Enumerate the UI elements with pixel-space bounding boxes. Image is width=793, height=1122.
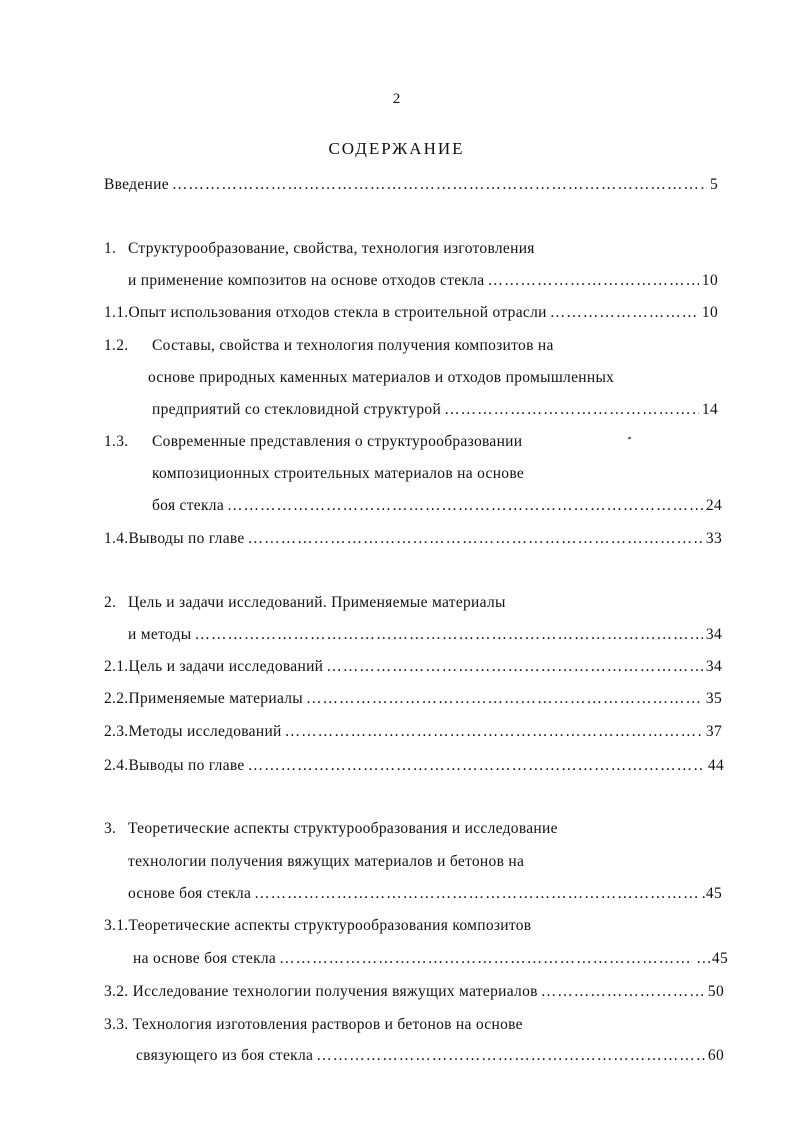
toc-section-1-3-line2	[152, 464, 722, 484]
toc-entry-page: 44	[707, 757, 724, 774]
toc-chapter-title: Цель и задачи исследований. Применяемые материалы	[128, 594, 506, 611]
toc-section-2-4	[104, 756, 724, 776]
dot-leader	[487, 271, 698, 291]
toc-section-title: Цель и задачи исследований	[128, 658, 324, 675]
toc-section-number: 1.2.	[104, 337, 129, 354]
toc-section-title: Современные представления о структурообразовании	[152, 433, 523, 450]
toc-chapter-number: 1.	[104, 240, 117, 257]
toc-section-title: связующего из боя стекла	[136, 1047, 314, 1064]
toc-section-title: основе природных каменных материалов и отходов промышленных	[148, 369, 615, 386]
toc-section-1-1	[104, 303, 718, 323]
toc-chapter-3-line2	[128, 852, 724, 872]
toc-section-1-4	[104, 529, 722, 549]
toc-section-title: Методы исследований	[128, 723, 282, 740]
dot-leader	[248, 756, 705, 776]
toc-section-title: Применяемые материалы	[128, 690, 304, 707]
toc-chapter-2-line1	[104, 593, 724, 613]
toc-chapter-number: 2.	[104, 594, 117, 611]
toc-section-3-1-line2	[133, 949, 728, 969]
toc-entry-page: …45	[696, 950, 728, 967]
toc-chapter-1-line1	[104, 239, 724, 259]
dot-leader	[194, 625, 702, 645]
toc-chapter-title: технологии получения вяжущих материалов и бетонов на	[128, 853, 525, 870]
dot-leader	[550, 303, 699, 323]
toc-entry-page: 33	[705, 530, 722, 547]
toc-entry-label: Введение	[104, 176, 169, 193]
dot-leader	[444, 400, 699, 420]
toc-entry-page: .45	[701, 885, 722, 902]
toc-chapter-title: основе боя стекла	[128, 885, 252, 902]
toc-entry-intro	[104, 175, 718, 195]
toc-chapter-3-line3	[128, 884, 722, 904]
toc-section-title: Составы, свойства и технология получения композитов на	[152, 337, 554, 354]
toc-section-number: 1.1.	[104, 304, 129, 321]
toc-entry-page: 37	[705, 723, 722, 740]
dot-leader	[326, 657, 703, 677]
toc-chapter-1-line2	[128, 271, 718, 291]
dot-leader	[285, 722, 703, 742]
toc-chapter-2-line2	[128, 625, 722, 645]
toc-entry-page: 60	[707, 1047, 724, 1064]
toc-entry-page: 14	[701, 401, 718, 418]
toc-entry-page: 24	[705, 497, 722, 514]
toc-section-3-2	[104, 982, 724, 1002]
toc-section-title: на основе боя стекла	[133, 950, 277, 967]
toc-section-3-1-line1	[104, 916, 724, 936]
page-title: СОДЕРЖАНИЕ	[328, 139, 465, 158]
toc-chapter-title: и методы	[128, 626, 192, 643]
dot-leader	[279, 949, 693, 969]
toc-section-3-3-line2	[136, 1046, 724, 1066]
toc-entry-page: 10	[701, 272, 718, 289]
toc-section-2-3	[104, 722, 722, 742]
toc-section-title: Выводы по главе	[128, 530, 245, 547]
toc-chapter-title: и применение композитов на основе отходов стекла	[128, 272, 485, 289]
toc-section-title: 3.3. Технология изготовления растворов и бетонов на основе	[104, 1016, 523, 1033]
dot-leader	[254, 884, 699, 904]
toc-section-number: 2.2.	[104, 690, 129, 707]
toc-section-1-2-line2	[148, 368, 738, 388]
toc-chapter-number: 3.	[104, 820, 117, 837]
toc-section-1-3-line1	[104, 432, 724, 452]
toc-section-number: 2.1.	[104, 658, 129, 675]
toc-section-1-2-line1	[104, 336, 724, 356]
toc-section-2-2	[104, 689, 722, 709]
toc-section-1-2-line3	[152, 400, 718, 420]
toc-section-title: Опыт использования отходов стекла в строительной отрасли	[128, 304, 547, 321]
toc-entry-page: 50	[707, 983, 724, 1000]
toc-section-3-3-line1	[104, 1015, 724, 1035]
toc-section-title: Выводы по главе	[128, 757, 245, 774]
dot-leader	[306, 689, 703, 709]
toc-section-title: 3.1.Теоретические аспекты структурообразования композитов	[104, 917, 532, 934]
toc-section-1-3-line3	[152, 496, 722, 516]
toc-section-title: боя стекла	[152, 497, 225, 514]
toc-chapter-3-line1	[104, 819, 724, 839]
dot-leader	[541, 982, 705, 1002]
toc-section-title: композиционных строительных материалов на основе	[152, 465, 525, 482]
toc-section-title: 3.2. Исследование технологии получения вяжущих материалов	[104, 983, 538, 1000]
toc-section-number: 1.3.	[104, 433, 129, 450]
toc-entry-page: 10	[701, 304, 718, 321]
toc-section-title: предприятий со стекловидной структурой	[152, 401, 442, 418]
toc-section-number: 1.4.	[104, 530, 129, 547]
toc-section-number: 2.4.	[104, 757, 129, 774]
toc-chapter-title: Теоретические аспекты структурообразования и исследование	[128, 820, 558, 837]
page-number: 2	[392, 91, 401, 107]
toc-chapter-title: Структурообразование, свойства, технология изготовления	[128, 240, 535, 257]
toc-section-2-1	[104, 657, 722, 677]
dot-leader	[248, 529, 703, 549]
toc-entry-page: 35	[705, 690, 722, 707]
toc-section-number: 2.3.	[104, 723, 129, 740]
dot-leader	[227, 496, 703, 516]
dot-leader	[316, 1046, 705, 1066]
dot-leader	[172, 175, 707, 195]
toc-entry-page: 34	[705, 658, 722, 675]
toc-entry-page: 5	[709, 176, 718, 193]
toc-entry-page: 34	[705, 626, 722, 643]
